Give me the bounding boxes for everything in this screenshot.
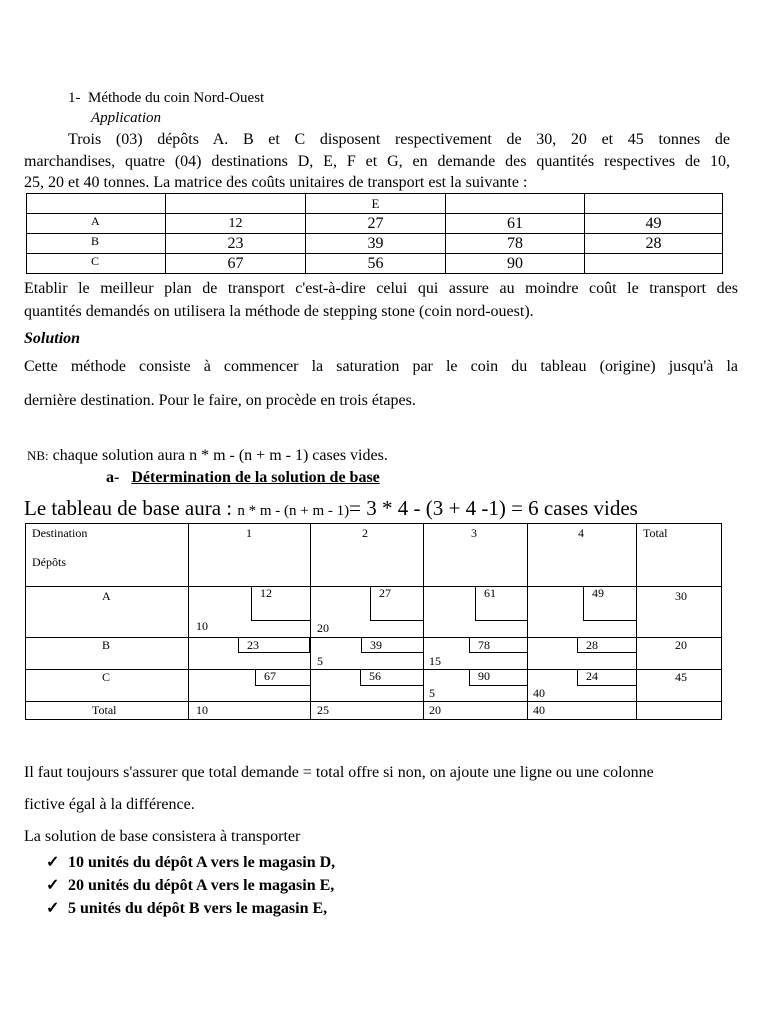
cost-header-cell bbox=[585, 194, 723, 214]
step-a-heading bbox=[106, 468, 380, 488]
checklist-item bbox=[46, 876, 334, 896]
check-icon: ✓ bbox=[46, 900, 60, 917]
column-header-total: Total bbox=[643, 526, 668, 540]
cost-box bbox=[238, 637, 310, 653]
allocation-value: 15 bbox=[429, 654, 441, 668]
checklist-text: 5 unités du dépôt B vers le magasin E, bbox=[68, 900, 328, 917]
solution-line-2: dernière destination. Pour le faire, on procède en trois étapes. bbox=[24, 392, 416, 409]
cost-cell: 61 bbox=[446, 214, 585, 234]
checklist-text: 10 unités du dépôt A vers le magasin D, bbox=[68, 854, 336, 871]
intro-line-1: Trois (03) dépôts A. B et C disposent respectivement de 30, 20 et 45 tonnes de bbox=[68, 131, 730, 148]
cost-value: 56 bbox=[369, 669, 381, 683]
base-formula-part2: n * m - (n + m - 1) bbox=[237, 503, 350, 519]
solution-line-1: Cette méthode consiste à commencer la saturation par le coin du tableau (origine) jusqu'à la bbox=[24, 358, 738, 375]
cost-value: 24 bbox=[586, 669, 598, 683]
row-label: A bbox=[102, 589, 111, 603]
step-a-label: a- bbox=[106, 469, 120, 486]
grid-line bbox=[527, 524, 528, 719]
cost-box bbox=[361, 637, 423, 653]
base-formula-part3: = 3 * 4 - (3 + 4 -1) = 6 cases vides bbox=[349, 496, 638, 520]
task-line-2: quantités demandés on utilisera la méthode de stepping stone (coin nord-ouest). bbox=[24, 303, 534, 320]
cost-cell: 49 bbox=[585, 214, 723, 234]
cost-cell: 39 bbox=[306, 234, 446, 254]
column-header: 2 bbox=[362, 526, 368, 540]
consist-line: La solution de base consistera à transporter bbox=[24, 828, 301, 845]
task-line-1: Etablir le meilleur plan de transport c'est-à-dire celui qui assure au moindre coût le transport des bbox=[24, 280, 738, 297]
section-number: 1- bbox=[68, 90, 81, 106]
allocation-value: 20 bbox=[317, 621, 329, 635]
cost-header-cell bbox=[446, 194, 585, 214]
section-title: Méthode du coin Nord-Ouest bbox=[88, 90, 265, 106]
allocation-value: 5 bbox=[429, 686, 435, 700]
cost-box bbox=[469, 669, 527, 686]
grid-line bbox=[26, 701, 721, 702]
grid-line bbox=[636, 524, 637, 719]
checklist-item bbox=[46, 899, 327, 919]
row-total: 30 bbox=[675, 589, 687, 603]
column-total: 25 bbox=[317, 703, 329, 717]
column-header: 4 bbox=[578, 526, 584, 540]
cost-matrix-header bbox=[27, 194, 723, 214]
cost-value: 61 bbox=[484, 586, 496, 600]
cost-value: 90 bbox=[478, 669, 490, 683]
row-total: 20 bbox=[675, 638, 687, 652]
cost-box bbox=[577, 637, 636, 653]
step-a-title: Détermination de la solution de base bbox=[131, 469, 380, 486]
note-line-1: Il faut toujours s'assurer que total demande = total offre si non, on ajoute une ligne ou une colonne bbox=[24, 764, 654, 781]
cost-value: 12 bbox=[260, 586, 272, 600]
row-label: A bbox=[27, 214, 166, 234]
section-heading bbox=[68, 89, 264, 108]
column-header: 1 bbox=[246, 526, 252, 540]
cost-header-cell: E bbox=[306, 194, 446, 214]
section-subtitle: Application bbox=[91, 110, 161, 126]
base-formula-part1: Le tableau de base aura : bbox=[24, 496, 238, 520]
cost-box bbox=[255, 669, 310, 686]
cost-box bbox=[475, 586, 527, 621]
cost-cell: 56 bbox=[306, 254, 446, 274]
row-label: C bbox=[27, 254, 166, 274]
cost-box bbox=[583, 586, 636, 621]
cost-value: 28 bbox=[586, 638, 598, 652]
base-table bbox=[25, 523, 722, 720]
allocation-value: 40 bbox=[533, 686, 545, 700]
check-icon: ✓ bbox=[46, 854, 60, 871]
cost-box bbox=[251, 586, 310, 621]
cost-cell: 12 bbox=[166, 214, 306, 234]
cost-matrix bbox=[26, 193, 723, 274]
cost-value: 27 bbox=[379, 586, 391, 600]
row-label: B bbox=[27, 234, 166, 254]
checklist-text: 20 unités du dépôt A vers le magasin E, bbox=[68, 877, 335, 894]
cost-cell: 28 bbox=[585, 234, 723, 254]
cost-cell: 90 bbox=[446, 254, 585, 274]
grid-line bbox=[423, 524, 424, 719]
note-line-2: fictive égal à la différence. bbox=[24, 796, 195, 813]
cost-cell: 67 bbox=[166, 254, 306, 274]
corner-depots: Dépôts bbox=[32, 555, 66, 569]
row-label: C bbox=[102, 670, 111, 684]
table-row bbox=[27, 214, 723, 234]
intro-line-3: 25, 20 et 40 tonnes. La matrice des coûts unitaires de transport est la suivante : bbox=[24, 174, 528, 191]
nb-note bbox=[27, 446, 388, 466]
base-formula-line bbox=[24, 495, 638, 524]
cost-value: 67 bbox=[264, 669, 276, 683]
row-total: 45 bbox=[675, 670, 687, 684]
grid-line bbox=[310, 524, 311, 719]
table-row bbox=[27, 234, 723, 254]
cost-cell: 27 bbox=[306, 214, 446, 234]
column-total: 20 bbox=[429, 703, 441, 717]
cost-cell bbox=[585, 254, 723, 274]
cost-value: 49 bbox=[592, 586, 604, 600]
cost-cell: 78 bbox=[446, 234, 585, 254]
corner-destination: Destination bbox=[32, 526, 88, 540]
cost-box bbox=[360, 669, 423, 686]
nb-text: chaque solution aura n * m - (n + m - 1) cases vides. bbox=[48, 447, 388, 464]
nb-label: NB: bbox=[27, 448, 49, 463]
intro-line-2: marchandises, quatre (04) destinations D, E, F et G, en demande des quantités respectives de 10, bbox=[24, 153, 730, 170]
table-row bbox=[27, 254, 723, 274]
allocation-value: 5 bbox=[317, 654, 323, 668]
cost-cell: 23 bbox=[166, 234, 306, 254]
row-label: B bbox=[102, 638, 111, 652]
checklist-item bbox=[46, 853, 335, 873]
cost-header-cell bbox=[166, 194, 306, 214]
solution-label: Solution bbox=[24, 330, 81, 347]
column-total: 10 bbox=[196, 703, 208, 717]
column-total: 40 bbox=[533, 703, 545, 717]
cost-header-cell bbox=[27, 194, 166, 214]
check-icon: ✓ bbox=[46, 877, 60, 894]
cost-value: 39 bbox=[370, 638, 382, 652]
totals-label: Total bbox=[92, 703, 117, 717]
column-header: 3 bbox=[471, 526, 477, 540]
cost-box bbox=[370, 586, 423, 621]
cost-box bbox=[577, 669, 636, 686]
allocation-value: 10 bbox=[196, 619, 208, 633]
cost-value: 78 bbox=[478, 638, 490, 652]
cost-box bbox=[469, 637, 527, 653]
grid-line bbox=[188, 524, 189, 719]
cost-value: 23 bbox=[247, 638, 259, 652]
